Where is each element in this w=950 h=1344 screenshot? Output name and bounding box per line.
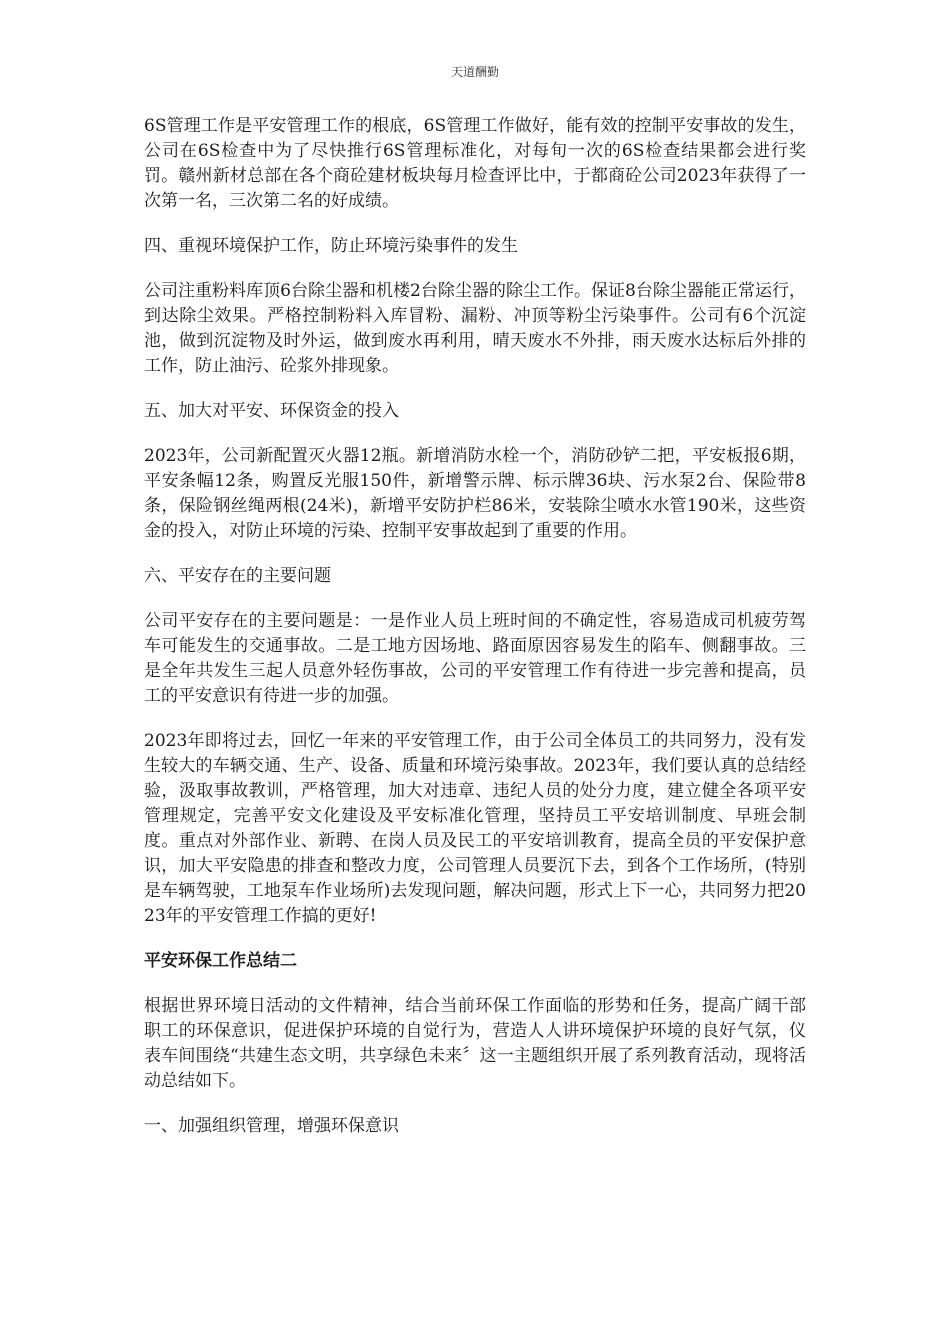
section-heading-funding: 五、加大对平安、环保资金的投入 (144, 401, 399, 421)
paragraph-year-summary: 2023年即将过去，回忆一年来的平安管理工作，由于公司全体员工的共同努力，没有发生较大的车辆交通、生产、设备、质量和环境污染事故。2023年，我们要认真的总结经验，汲取事故教训，严格管理，加大对违章、违纪人员的处分力度，建立健全各项平安管理规定，完善平安文化建设及平安标准化管理，坚持员工平安培训制度、早班会制度。重点对外部作业、新聘、在岗人员及民工的平安培训教育，提高全员的平安保护意识，加大平安隐患的排查和整改力度，公司管理人员要沉下去，到各个工作场所，(特别是车辆驾驶，工地泵车作业场所)去发现问题，解决问题，形式上下一心，共同努力把2023年的平安管理工作搞的更好! (144, 731, 806, 926)
section-heading-organization: 一、加强组织管理，增强环保意识 (144, 1116, 399, 1136)
document-body (144, 114, 806, 1139)
paragraph-dust-removal: 公司注重粉料库顶6台除尘器和机楼2台除尘器的除尘工作。保证8台除尘器能正常运行，到达除尘效果。严格控制粉料入库冒粉、漏粉、冲顶等粉尘污染事件。公司有6个沉淀池，做到沉淀物及时外运，做到废水再利用，晴天废水不外排，雨天废水达标后外排的工作，防止油污、砼浆外排现象。 (144, 281, 806, 376)
paragraph-funding-details: 2023年，公司新配置灭火器12瓶。新增消防水栓一个，消防砂铲二把，平安板报6期，平安条幅12条，购置反光服150件，新增警示牌、标示牌36块、污水泵2台、保险带8条，保险钢丝绳两根(24米)，新增平安防护栏86米，安装除尘喷水水管190米，这些资金的投入，对防止环境的污染、控制平安事故起到了重要的作用。 (144, 446, 806, 541)
document-subtitle: 平安环保工作总结二 (144, 951, 297, 971)
paragraph-environment-day: 根据世界环境日活动的文件精神，结合当前环保工作面临的形势和任务，提高广阔干部职工的环保意识，促进保护环境的自觉行为，营造人人讲环境保护环境的良好气氛，仪表车间围绕“共建生态文明，共享绿色未来〞这一主题组织开展了系列教育活动，现将活动总结如下。 (144, 996, 806, 1091)
page-header: 天道酬勤 (450, 65, 499, 79)
section-heading-main-problems: 六、平安存在的主要问题 (144, 566, 331, 586)
paragraph-main-problems: 公司平安存在的主要问题是：一是作业人员上班时间的不确定性，容易造成司机疲劳驾车可能发生的交通事故。二是工地方因场地、路面原因容易发生的陷车、侧翻事故。三是全年共发生三起人员意外轻伤事故，公司的平安管理工作有待进一步完善和提高，员工的平安意识有待进一步的加强。 (144, 611, 806, 706)
section-heading-environment-protection: 四、重视环境保护工作，防止环境污染事件的发生 (144, 236, 518, 256)
paragraph-6s-management: 6S管理工作是平安管理工作的根底，6S管理工作做好，能有效的控制平安事故的发生，公司在6S检查中为了尽快推行6S管理标准化，对每旬一次的6S检查结果都会进行奖罚。赣州新材总部在各个商砼建材板块每月检查评比中，于都商砼公司2023年获得了一次第一名，三次第二名的好成绩。 (144, 116, 806, 211)
